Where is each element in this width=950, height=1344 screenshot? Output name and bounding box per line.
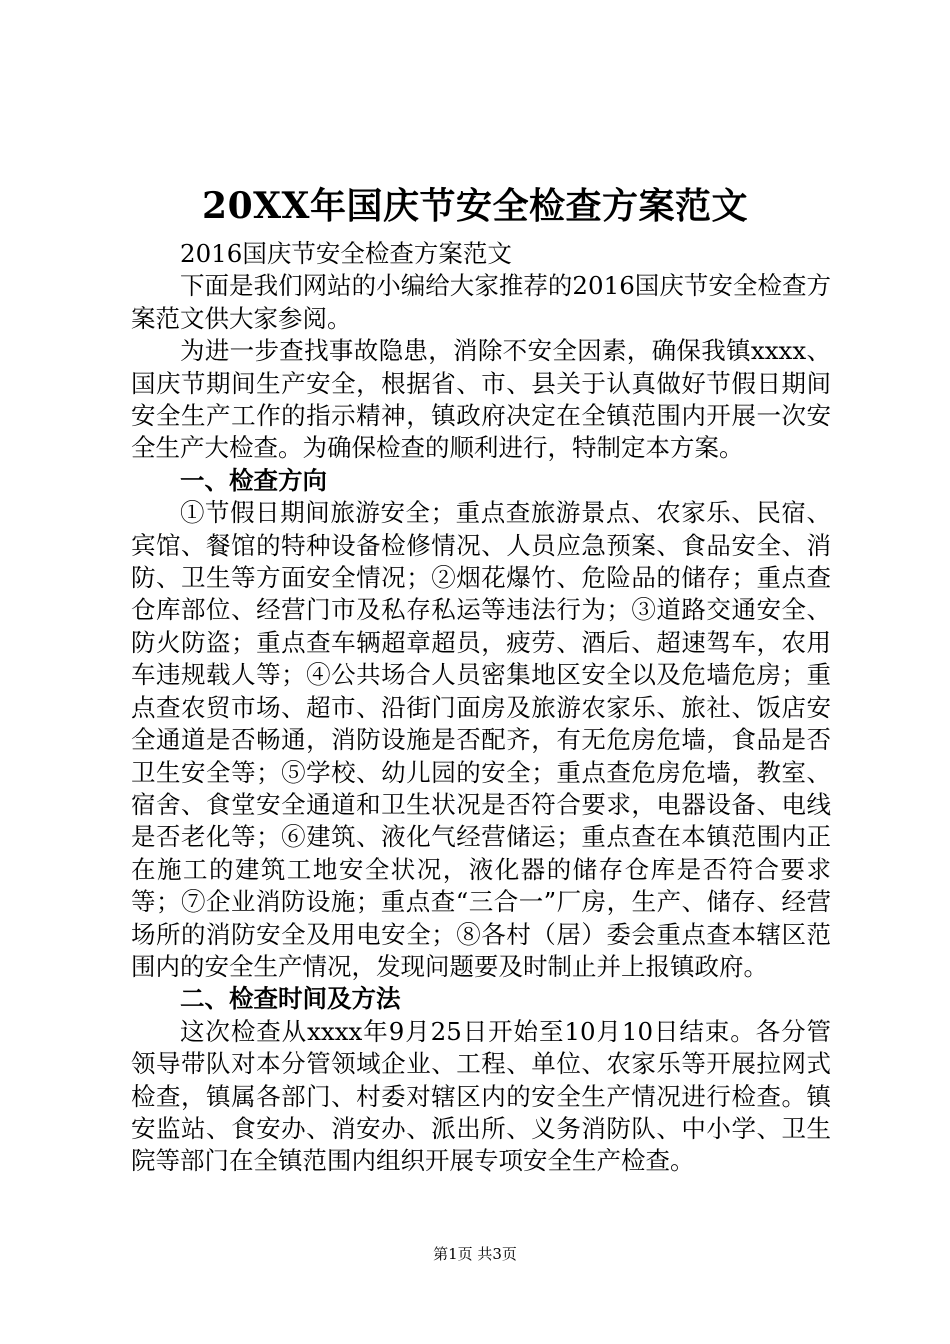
paragraph: 为进一步查找事故隐患，消除不安全因素，确保我镇xxxx、国庆节期间生产安全，根据省、市、县关于认真做好节假日期间安全生产工作的指示精神，镇政府决定在全镇范围内开展一次安全生产大检查。为确保检查的顺利进行，特制定本方案。 <box>131 336 831 463</box>
section-heading: 一、检查方向 <box>180 465 327 495</box>
section-heading: 二、检查时间及方法 <box>180 984 401 1014</box>
paragraph: 下面是我们网站的小编给大家推荐的2016国庆节安全检查方案范文供大家参阅。 <box>131 271 831 333</box>
paragraph: ①节假日期间旅游安全；重点查旅游景点、农家乐、民宿、宾馆、餐馆的特种设备检修情况、人员应急预案、食品安全、消防、卫生等方面安全情况；②烟花爆竹、危险品的储存；重点查仓库部位、经营门市及私存私运等违法行为；③道路交通安全、防火防盗；重点查车辆超章超员，疲劳、酒后、超速驾车，农用车违规载人等；④公共场合人员密集地区安全以及危墙危房；重点查农贸市场、超市、沿街门面房及旅游农家乐、旅社、饭店安全通道是否畅通，消防设施是否配齐，有无危房危墙，食品是否卫生安全等；⑤学校、幼儿园的安全；重点查危房危墙，教室、宿舍、食堂安全通道和卫生状况是否符合要求，电器设备、电线是否老化等；⑥建筑、液化气经营储运；重点查在本镇范围内正在施工的建筑工地安全状况，液化器的储存仓库是否符合要求等；⑦企业消防设施；重点查“三合一”厂房，生产、储存、经营场所的消防安全及用电安全；⑧各村（居）委会重点查本辖区范围内的安全生产情况，发现问题要及时制止并上报镇政府。 <box>131 498 831 981</box>
document-title: 20XX年国庆节安全检查方案范文 <box>202 185 748 227</box>
page-number: 第1页 共3页 <box>433 1245 517 1263</box>
document-body <box>131 238 831 1178</box>
paragraph: 这次检查从xxxx年9月25日开始至10月10日结束。各分管领导带队对本分管领域企业、工程、单位、农家乐等开展拉网式检查，镇属各部门、村委对辖区内的安全生产情况进行检查。镇安监站、食安办、消安办、派出所、义务消防队、中小学、卫生院等部门在全镇范围内组织开展专项安全生产检查。 <box>131 1016 831 1176</box>
paragraph: 2016国庆节安全检查方案范文 <box>180 239 512 268</box>
